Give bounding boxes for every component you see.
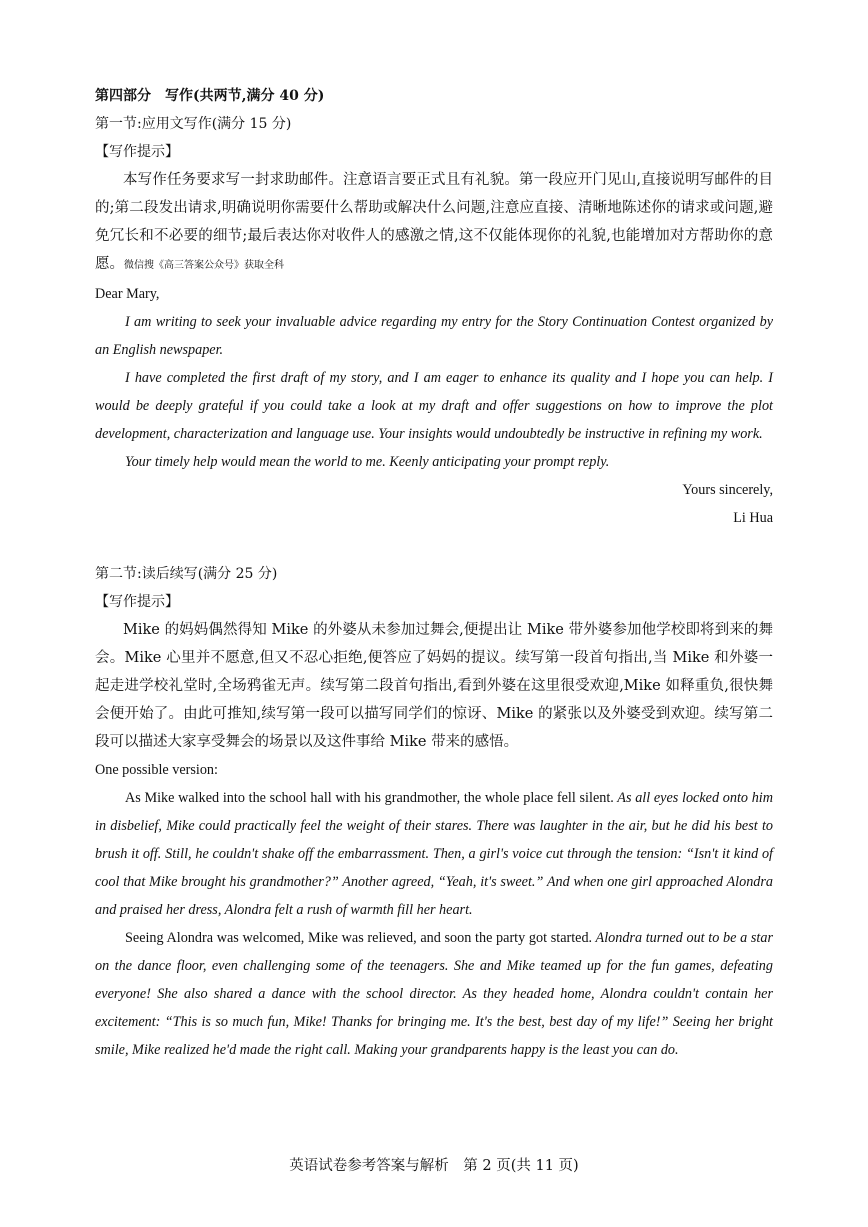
section2-tip-label: 【写作提示】: [95, 594, 179, 610]
continuation-paragraph-2: [95, 924, 773, 1064]
paragraph-1-given-sentence: As Mike walked into the school hall with his grandmother, the whole place fell silent.: [125, 790, 614, 806]
section1-tip-body: 本写作任务要求写一封求助邮件。注意语言要正式且有礼貌。第一段应开门见山,直接说明写邮件的目的;第二段发出请求,明确说明你需要什么帮助或解决什么问题,注意应直接、清晰地陈述你的请求或问题,避免冗长和不必要的细节;最后表达你对收件人的感激之情,这不仅能体现你的礼貌,也能增加对方帮助你的意愿。: [95, 172, 773, 272]
section1-tip-label: 【写作提示】: [95, 144, 179, 160]
letter-paragraph-3: Your timely help would mean the world to me. Keenly anticipating your prompt reply.: [125, 454, 610, 470]
letter-signature: Li Hua: [733, 510, 773, 526]
paragraph-2-given-sentence: Seeing Alondra was welcomed, Mike was relieved, and soon the party got started.: [125, 930, 593, 946]
letter-closing: Yours sincerely,: [682, 482, 773, 498]
letter-greeting: Dear Mary,: [95, 286, 160, 302]
part-heading: 第四部分 写作(共两节,满分 40 分): [95, 88, 325, 104]
section2-title: 第二节:读后续写(满分 25 分): [95, 566, 278, 582]
paragraph-1-continuation: As all eyes locked onto him in disbelief, Mike could practically feel the weight of their stares. There was laughter in the air, but he did his best to brush it off. Still, he couldn't shake off the embarrassment. Then, a girl's voice cut through the tension: “Isn't it kind of cool that Mike brought his grandmother?” Another agreed, “Yeah, it's sweet.” And when one girl approached Alondra and praised her dress, Alondra felt a rush of warmth fill her heart.: [95, 790, 773, 918]
letter-paragraph-1: I am writing to seek your invaluable advice regarding my entry for the Story Continuation Contest organized by an English newspaper.: [95, 314, 773, 358]
section1-title: 第一节:应用文写作(满分 15 分): [95, 116, 292, 132]
section2-tip-text: Mike 的妈妈偶然得知 Mike 的外婆从未参加过舞会,便提出让 Mike 带外婆参加他学校即将到来的舞会。Mike 心里并不愿意,但又不忍心拒绝,便答应了妈妈的提议。续写第一段首句指出,当 Mike 和外婆一起走进学校礼堂时,全场鸦雀无声。续写第二段首句指出,看到外婆在这里很受欢迎,Mike 如释重负,很快舞会便开始了。由此可推知,续写第一段可以描写同学们的惊讶、Mike 的紧张以及外婆受到欢迎。续写第二段可以描述大家享受舞会的场景以及这件事给 Mike 带来的感悟。: [95, 622, 773, 750]
page-content: [95, 82, 773, 1064]
paragraph-2-continuation: Alondra turned out to be a star on the dance floor, even challenging some of the teenagers. She and Mike teamed up for the fun games, defeating everyone! She also shared a dance with the school director. As they headed home, Alondra couldn't contain her excitement: “This is so much fun, Mike! Thanks for bringing me. It's the best, best day of my life!” Seeing her bright smile, Mike realized he'd made the right call. Making your grandparents happy is the least you can do.: [95, 930, 773, 1058]
letter-paragraph-2: I have completed the first draft of my story, and I am eager to enhance its quality and I hope you can help. I would be deeply grateful if you could take a look at my draft and offer suggestions on how to improve the plot development, characterization and language use. Your insights would undoubtedly be instructive in refining my work.: [95, 370, 773, 442]
section1-tip-text: [95, 166, 773, 280]
section-spacer: [95, 532, 773, 560]
continuation-paragraph-1: [95, 784, 773, 924]
watermark-note: 微信搜《高三答案公众号》获取全科: [124, 260, 284, 271]
version-label: One possible version:: [95, 762, 218, 778]
page-footer: 英语试卷参考答案与解析 第 2 页(共 11 页): [289, 1158, 579, 1174]
